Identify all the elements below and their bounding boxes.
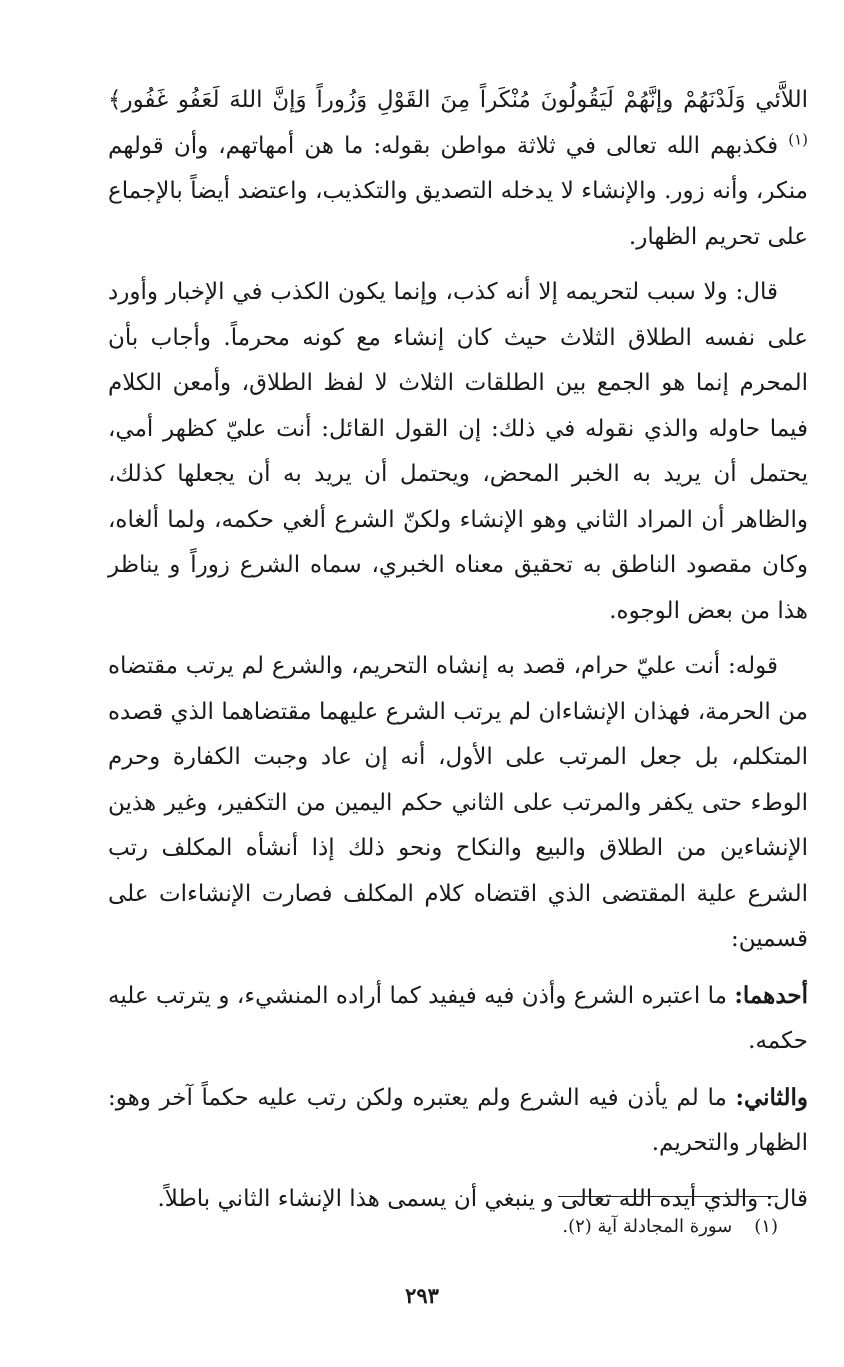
paragraph-3: قوله: أنت عليّ حرام، قصد به إنشاه التحريم، والشرع لم يرتب مقتضاه من الحرمة، فهذان الإنشاءان لم يرتب الشرع عليهما مقتضاهما الذي قصده المتكلم، بل جعل المرتب على الأول، أنه إن عاد وجبت الكفارة وحرم الوطء حتى يكفر والمرتب على الثاني حكم اليمين من التكفير، وغير هذين الإنشاءين من الطلاق والبيع والنكاح ونحو ذلك إذا أنشأه المكلف رتب الشرع علية المقتضى الذي اقتضاه كلام المكلف فصارت الإنشاءات على قسمين: bbox=[108, 653, 808, 952]
footnote-number: (١) bbox=[754, 1216, 778, 1237]
page-number: ٢٩٣ bbox=[405, 1283, 439, 1308]
lead-term-first: أحدهما: bbox=[734, 981, 808, 1009]
paragraph-second-type bbox=[108, 1075, 808, 1167]
paragraph-quran-verse bbox=[108, 78, 808, 260]
paragraph-first-type bbox=[108, 973, 808, 1065]
footnote-reference: (١) bbox=[788, 129, 808, 148]
footnote-text: سورة المجادلة آية (٢). bbox=[562, 1216, 733, 1237]
paragraph-continuation: فكذبهم الله تعالى في ثلاثة مواطن بقوله: ما هن أمهاتهم، وأن قولهم منكر، وأنه زور. والإنشاء لا يدخله التصديق والتكذيب، واعتضد أيضاً بالإجماع على تحريم الظهار. bbox=[108, 132, 808, 250]
second-type-text: ما لم يأذن فيه الشرع ولم يعتبره ولكن رتب عليه حكماً آخر وهو: الظهار والتحريم. bbox=[108, 1084, 808, 1156]
paragraph-2: قال: ولا سبب لتحريمه إلا أنه كذب، وإنما يكون الكذب في الإخبار وأورد على نفسه الطلاق الثلاث حيث كان إنشاء مع كونه محرماً. وأجاب بأن المحرم إنما هو الجمع بين الطلقات الثلاث لا لفظ الطلاق، وأمعن الكلام فيما حاوله والذي نقوله في ذلك: إن القول القائل: أنت عليّ كظهر أمي، يحتمل أن يريد به الخبر المحض، ويحتمل أن يريد به أن يجعلها كذلك، والظاهر أن المراد الثاني وهو الإنشاء ولكنّ الشرع ألغي حكمه، ولما ألغاه، وكان مقصود الناطق به تحقيق معناه الخبري، سماه الشرع زوراً و يناظر هذا من بعض الوجوه. bbox=[108, 279, 808, 624]
paragraph-final: قال: والذي أيده الله تعالى و ينبغي أن يسمى هذا الإنشاء الثاني باطلاً. bbox=[157, 1185, 808, 1212]
quran-verse-text: اللاَّئي وَلَدْنَهُمْ وإنَّهُمْ لَيَقُولُونَ مُنْكَراً مِنَ القَوْلِ وَزُوراً وَإنَّ اللهَ لَعَفُو غَفُور﴾ bbox=[108, 87, 808, 113]
main-text bbox=[108, 78, 808, 1232]
first-type-text: ما اعتبره الشرع وأذن فيه فيفيد كما أراده المنشيء، و يترتب عليه حكمه. bbox=[108, 982, 808, 1054]
footnote bbox=[300, 1214, 778, 1240]
footnote-divider bbox=[558, 1196, 778, 1197]
lead-term-second: والثاني: bbox=[735, 1083, 808, 1111]
